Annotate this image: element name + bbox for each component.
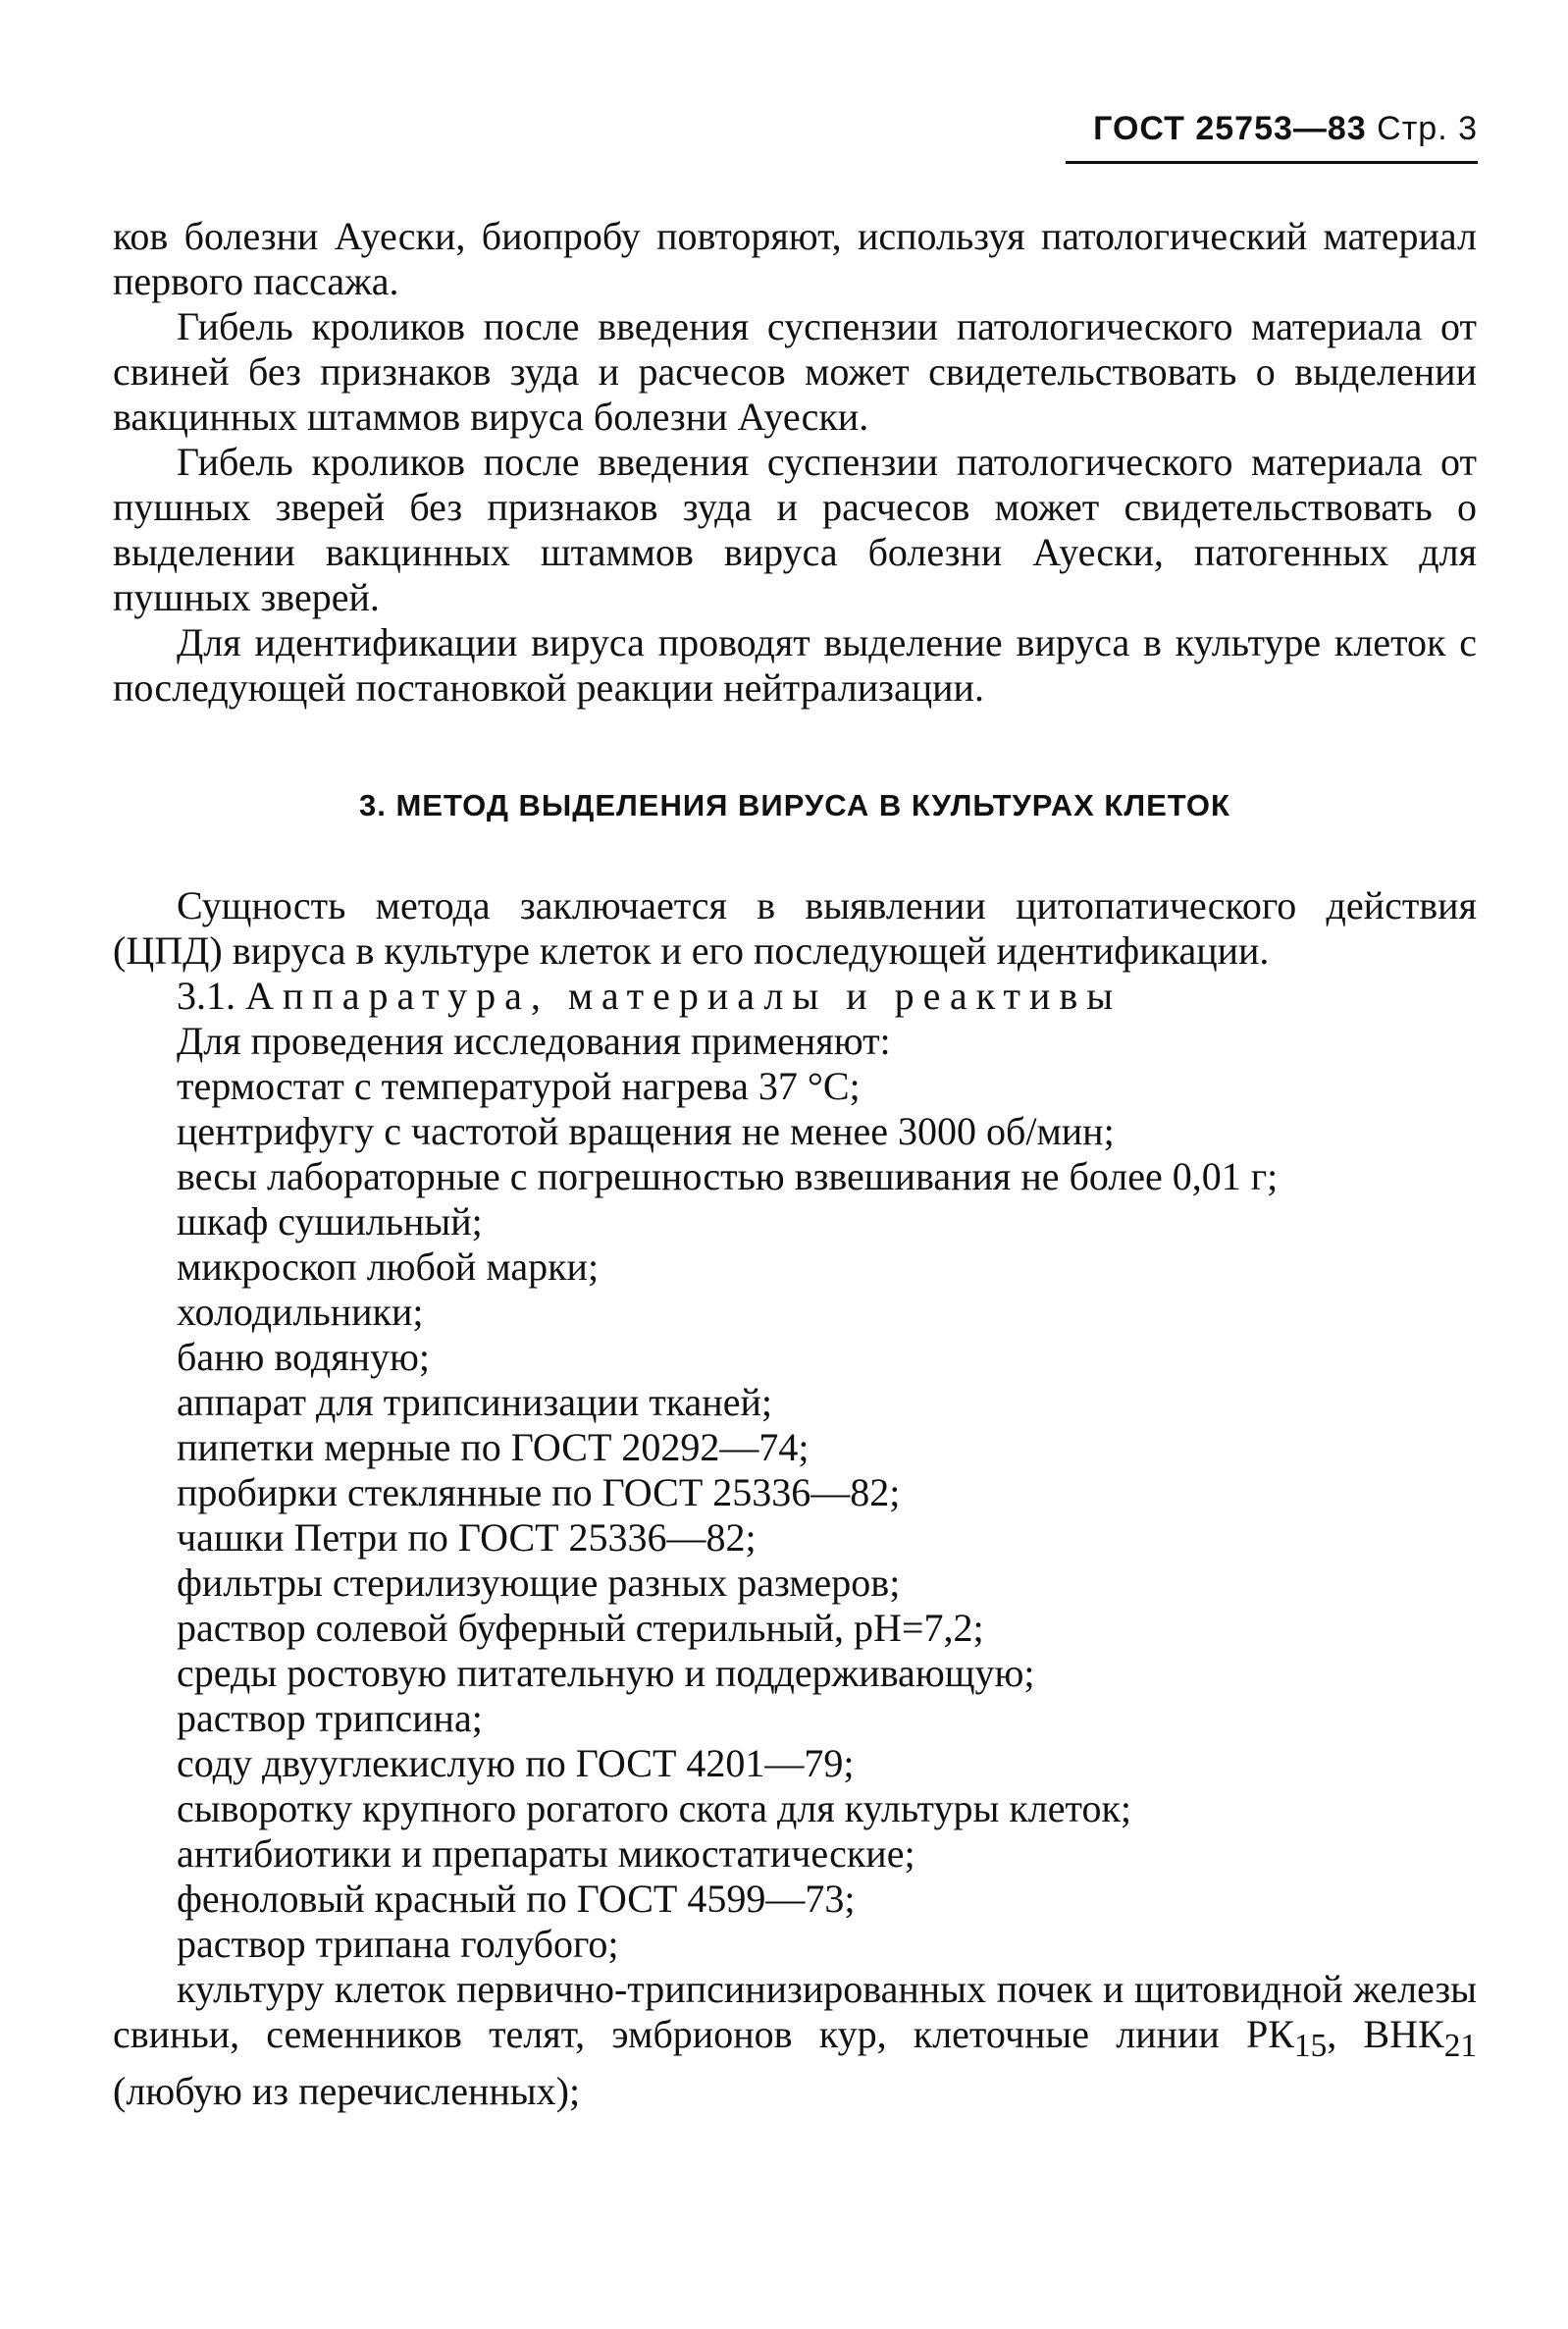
list-item: антибиотики и препараты микостатические;	[177, 1831, 915, 1876]
cell-culture-mid: , ВНК	[1327, 2012, 1444, 2056]
standard-number: ГОСТ 25753—83	[1093, 110, 1367, 147]
rk-subscript: 15	[1293, 2028, 1328, 2064]
list-item: баню водяную;	[177, 1335, 431, 1379]
list-item: пробирки стеклянные по ГОСТ 25336—82;	[177, 1470, 901, 1514]
document-body	[113, 214, 1477, 2114]
equipment-list	[113, 1064, 1477, 1967]
paragraph-continuation: ков болезни Ауески, биопробу повторяют, используя патологический материал первого пассажа.	[113, 214, 1477, 303]
list-item: раствор трипсина;	[177, 1696, 483, 1740]
list-item: фильтры стерилизующие разных размеров;	[177, 1561, 901, 1605]
list-item: сыворотку крупного рогатого скота для культуры клеток;	[177, 1786, 1132, 1830]
page-number: Стр. 3	[1377, 110, 1478, 147]
page-header	[1093, 110, 1478, 148]
paragraph: Для идентификации вируса проводят выделение вируса в культуре клеток с последующей постановкой реакции нейтрализации.	[113, 620, 1477, 710]
cell-culture-text: культуру клеток первично-трипсинизированных почек и щитовидной железы свиньи, семенников телят, эмбрионов кур, клеточные линии РК	[113, 1967, 1477, 2056]
list-item: феноловый красный по ГОСТ 4599—73;	[177, 1877, 856, 1921]
list-intro: Для проведения исследования применяют:	[177, 1019, 891, 1063]
list-item: среды ростовую питательную и поддерживающую;	[177, 1651, 1035, 1695]
paragraph: Гибель кроликов после введения суспензии патологического материала от свиней без признаков зуда и расчесов может свидетельствовать о выделении вакцинных штаммов вируса болезни Ауески.	[113, 304, 1477, 439]
list-item: пипетки мерные по ГОСТ 20292—74;	[177, 1425, 810, 1469]
subsection-title: Аппаратура, материалы и реактивы	[245, 974, 1123, 1018]
paragraph: Гибель кроликов после введения суспензии патологического материала от пушных зверей без признаков зуда и расчесов может свидетельствовать о выделении вакцинных штаммов вируса болезни Ауески, патогенных для пушных зверей.	[113, 440, 1477, 619]
list-item: весы лабораторные с погрешностью взвешивания не более 0,01 г;	[177, 1154, 1279, 1198]
bhk-subscript: 21	[1443, 2028, 1478, 2064]
subsection-heading	[113, 974, 1477, 1019]
list-item: раствор солевой буферный стерильный, pH=7,2;	[177, 1606, 984, 1650]
section-title: 3. МЕТОД ВЫДЕЛЕНИЯ ВИРУСА В КУЛЬТУРАХ КЛЕТОК	[359, 788, 1230, 822]
list-item: раствор трипана голубого;	[177, 1922, 619, 1966]
header-rule	[1066, 161, 1478, 164]
list-item: аппарат для трипсинизации тканей;	[177, 1380, 772, 1424]
list-item: центрифугу с частотой вращения не менее 3000 об/мин;	[177, 1109, 1115, 1153]
list-item: шкаф сушильный;	[177, 1199, 483, 1244]
list-item: холодильники;	[177, 1290, 424, 1334]
subsection-number: 3.1.	[177, 974, 235, 1018]
list-item: чашки Петри по ГОСТ 25336—82;	[177, 1515, 757, 1560]
list-item: соду двууглекислую по ГОСТ 4201—79;	[177, 1741, 855, 1785]
method-essence: Сущность метода заключается в выявлении цитопатического действия (ЦПД) вируса в культуре клеток и его последующей идентификации.	[113, 883, 1477, 973]
cell-culture-tail: (любую из перечисленных);	[113, 2069, 581, 2113]
list-item-last	[113, 1967, 1477, 2114]
list-item: термостат с температурой нагрева 37 °С;	[177, 1064, 861, 1108]
list-item: микроскоп любой марки;	[177, 1244, 600, 1289]
